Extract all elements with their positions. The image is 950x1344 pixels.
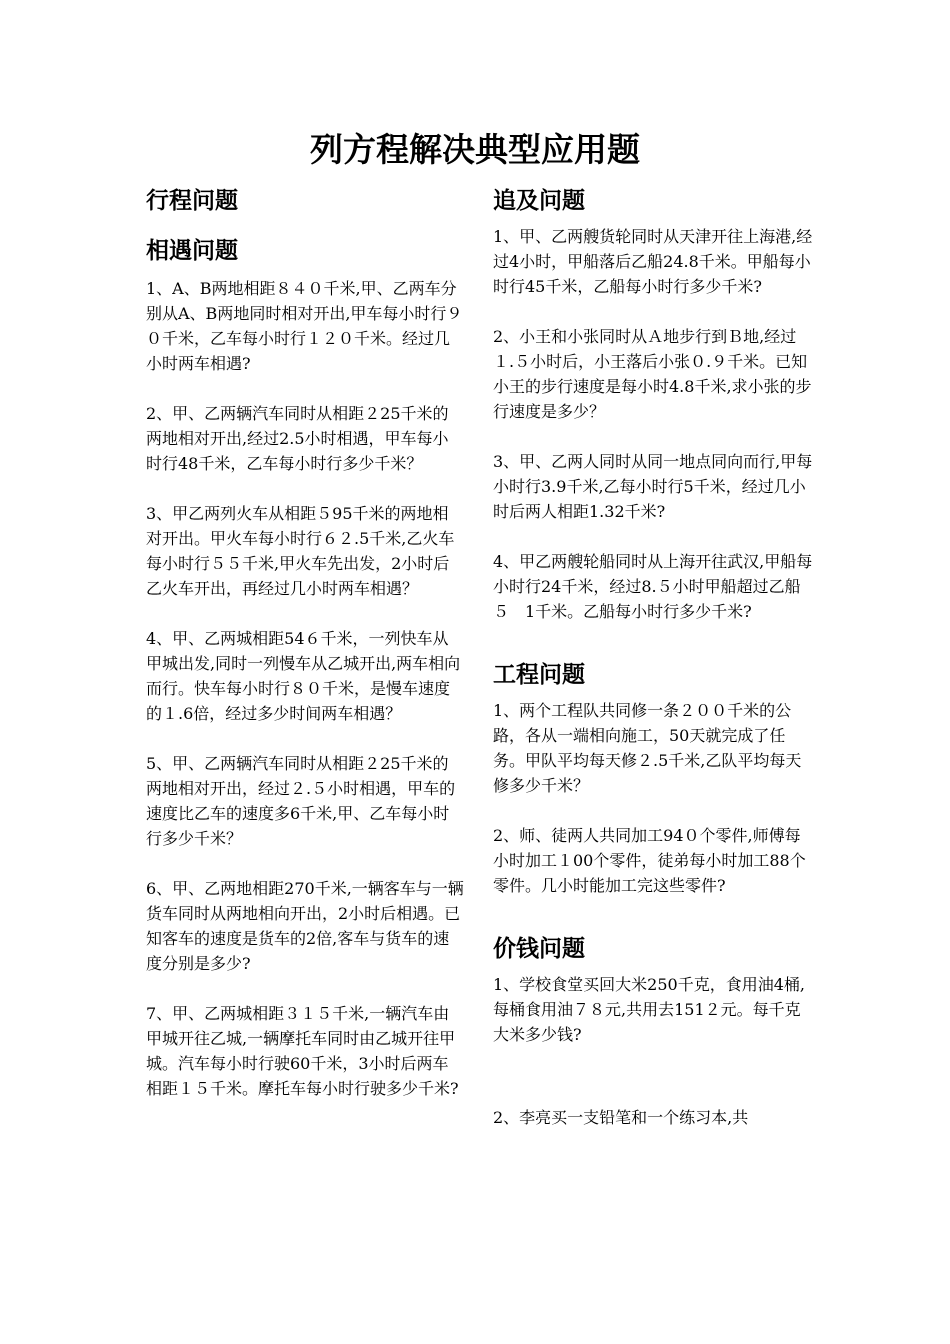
- problem-chase-4: 4、甲乙两艘轮船同时从上海开往武汉,甲船每小时行24千米，经过8.５小时甲船超过乙船５ 1千米。乙船每小时行多少千米?: [493, 552, 813, 621]
- problem-chase-2: 2、小王和小张同时从Ａ地步行到Ｂ地,经过１.５小时后，小王落后小张０.９千米。已知小王的步行速度是每小时4.8千米,求小张的步行速度是多少？: [493, 327, 812, 421]
- problem-engineering-1: 1、两个工程队共同修一条２００千米的公路，各从一端相向施工，50天就完成了任务。甲队平均每天修２.5千米,乙队平均每天修多少千米？: [493, 701, 802, 795]
- problem-meeting-7: 7、甲、乙两城相距３１５千米,一辆汽车由甲城开往乙城,一辆摩托车同时由乙城开往甲城。汽车每小时行驶60千米，3小时后两车相距１５千米。摩托车每小时行驶多少千米?: [146, 1004, 459, 1098]
- problem-meeting-2: 2、甲、乙两辆汽车同时从相距２25千米的两地相对开出,经过2.5小时相遇，甲车每小时行48千米，乙车每小时行多少千米？: [146, 404, 449, 473]
- left-column: [146, 184, 464, 1101]
- problem-meeting-4: 4、甲、乙两城相距54６千米，一列快车从甲城出发,同时一列慢车从乙城开出,两车相向而行。快车每小时行８０千米，是慢车速度的１.6倍，经过多少时间两车相遇？: [146, 629, 461, 723]
- problem-price-1: 1、学校食堂买回大米250千克，食用油4桶,每桶食用油７８元,共用去151２元。每千克大米多少钱?: [493, 975, 805, 1044]
- problem-price-2: 2、李亮买一支铅笔和一个练习本,共: [493, 1108, 749, 1127]
- problem-meeting-1: 1、A、B两地相距８４０千米,甲、乙两车分别从A、B两地同时相对开出,甲车每小时行９０千米，乙车每小时行１２０千米。经过几小时两车相遇?: [146, 279, 463, 373]
- section-heading-price: 价钱问题: [493, 936, 585, 962]
- problem-meeting-6: 6、甲、乙两地相距270千米,一辆客车与一辆货车同时从两地相向开出，2小时后相遇。已知客车的速度是货车的2倍,客车与货车的速度分别是多少?: [146, 879, 464, 973]
- problem-chase-3: 3、甲、乙两人同时从同一地点同向而行,甲每小时行3.9千米,乙每小时行5千米，经过几小时后两人相距1.32千米?: [493, 452, 813, 521]
- section-heading-meeting: 相遇问题: [146, 238, 238, 264]
- problem-chase-1: 1、甲、乙两艘货轮同时从天津开往上海港,经过4小时，甲船落后乙船24.8千米。甲船每小时行45千米，乙船每小时行多少千米?: [493, 227, 813, 296]
- section-heading-travel: 行程问题: [146, 188, 238, 214]
- problem-meeting-3: 3、甲乙两列火车从相距５95千米的两地相对开出。甲火车每小时行６２.5千米,乙火车每小时行５５千米,甲火车先出发，2小时后乙火车开出，再经过几小时两车相遇？: [146, 504, 455, 598]
- section-heading-engineering: 工程问题: [493, 662, 585, 688]
- right-column: [493, 184, 815, 1130]
- page-title: 列方程解决典型应用题: [310, 130, 640, 169]
- problem-engineering-2: 2、师、徒两人共同加工94０个零件,师傅每小时加工１00个零件，徒弟每小时加工88个零件。几小时能加工完这些零件?: [493, 826, 806, 895]
- problem-meeting-5: 5、甲、乙两辆汽车同时从相距２25千米的两地相对开出，经过２.５小时相遇，甲车的速度比乙车的速度多6千米,甲、乙车每小时行多少千米？: [146, 754, 456, 848]
- section-heading-chase: 追及问题: [493, 188, 585, 214]
